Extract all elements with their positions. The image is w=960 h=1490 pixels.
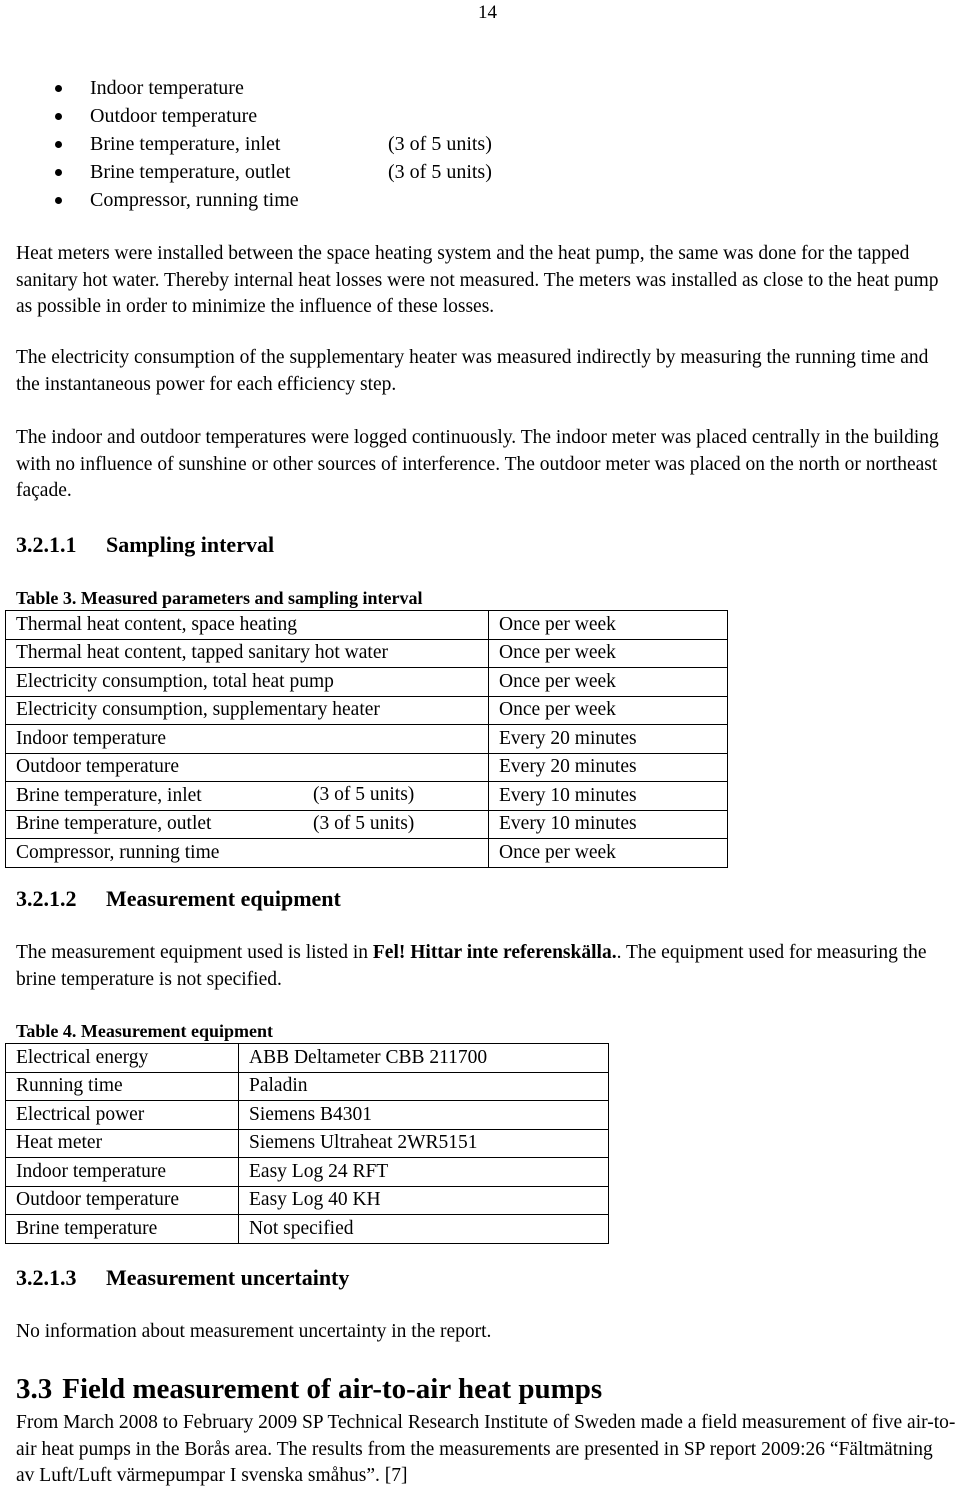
- parameter-cell: [6, 782, 489, 811]
- heat-meters-paragraph: Heat meters were installed between the space heating system and the heat pump, the same was done for the tapped sanitary hot water. Thereby internal heat losses were not measured. The meters was installed as close to the heat pump as possible in order to minimize the influence of these losses.: [16, 243, 939, 317]
- quantity-cell: Indoor temperature: [6, 1158, 239, 1187]
- quantity-cell: Outdoor temperature: [6, 1186, 239, 1215]
- section-heading-equipment: [16, 886, 341, 912]
- table-row: [6, 1215, 609, 1244]
- list-item-label: Indoor temperature: [90, 77, 244, 99]
- equipment-cell: Not specified: [239, 1215, 609, 1244]
- table-row: [6, 696, 728, 725]
- table-row: [6, 1072, 609, 1101]
- table-row: [6, 1158, 609, 1187]
- table-row: [6, 611, 728, 640]
- section-heading-uncertainty: [16, 1265, 349, 1291]
- parameter-name: Brine temperature, inlet: [16, 784, 202, 806]
- equipment-text-after: . The equipment used for measuring the brine temperature is not specified.: [16, 942, 927, 990]
- list-item: [55, 130, 550, 158]
- list-item-label: Compressor, running time: [90, 189, 299, 211]
- uncertainty-paragraph: No information about measurement uncertainty in the report.: [16, 1321, 492, 1342]
- list-item: [55, 102, 550, 130]
- equipment-cell: Easy Log 24 RFT: [239, 1158, 609, 1187]
- section-title: Sampling interval: [106, 532, 275, 557]
- equipment-cell: Paladin: [239, 1072, 609, 1101]
- parameter-units: (3 of 5 units): [313, 812, 415, 834]
- quantity-cell: Brine temperature: [6, 1215, 239, 1244]
- electricity-paragraph: The electricity consumption of the supplementary heater was measured indirectly by measuring the running time and the instantaneous power for each efficiency step.: [16, 347, 929, 395]
- page-number: 14: [478, 2, 497, 23]
- parameter-name: Electricity consumption, supplementary heater: [16, 699, 380, 721]
- equipment-cell: Siemens B4301: [239, 1101, 609, 1130]
- temperatures-paragraph: The indoor and outdoor temperatures were logged continuously. The indoor meter was placed centrally in the building with no influence of sunshine or other sources of interference. The outdoor meter was placed on the north or northeast façade.: [16, 427, 939, 501]
- section-heading-field-measurement: [16, 1373, 602, 1406]
- list-item-units: (3 of 5 units): [388, 161, 492, 183]
- parameter-cell: [6, 753, 489, 782]
- parameter-name: Brine temperature, outlet: [16, 813, 212, 835]
- section-number: 3.2.1.2: [16, 886, 77, 911]
- parameter-name: Electricity consumption, total heat pump: [16, 670, 334, 692]
- table-row: [6, 839, 728, 868]
- table-row: [6, 782, 728, 811]
- parameter-units: (3 of 5 units): [313, 784, 415, 805]
- quantity-cell: Running time: [6, 1072, 239, 1101]
- table-row: [6, 1101, 609, 1130]
- equipment-cell: Easy Log 40 KH: [239, 1186, 609, 1215]
- parameter-cell: [6, 639, 489, 668]
- table4-caption: Table 4. Measurement equipment: [16, 1021, 274, 1041]
- interval-cell: Once per week: [489, 611, 728, 640]
- field-paragraph: From March 2008 to February 2009 SP Technical Research Institute of Sweden made a field measurement of five air-to-air heat pumps in the Borås area. The results from the measurements are presented in SP report 2009:26 “Fältmätning av Luft/Luft värmepumpar I svenska småhus”. [7]: [16, 1412, 956, 1486]
- list-item-label: Brine temperature, outlet: [90, 161, 291, 183]
- section-number: 3.3: [16, 1373, 53, 1405]
- interval-cell: Once per week: [489, 696, 728, 725]
- list-item-label: Outdoor temperature: [90, 105, 258, 127]
- equipment-cell: Siemens Ultraheat 2WR5151: [239, 1129, 609, 1158]
- section-number: 3.2.1.1: [16, 532, 77, 557]
- sampling-interval-table: [5, 610, 728, 868]
- parameter-cell: [6, 668, 489, 697]
- parameter-name: Outdoor temperature: [16, 756, 179, 778]
- parameter-name: Thermal heat content, space heating: [16, 613, 297, 635]
- table-row: [6, 810, 728, 839]
- quantity-cell: Electrical energy: [6, 1044, 239, 1073]
- interval-cell: Every 10 minutes: [489, 782, 728, 811]
- equipment-text-before: The measurement equipment used is listed in: [16, 942, 373, 963]
- interval-cell: Once per week: [489, 839, 728, 868]
- section-number: 3.2.1.3: [16, 1265, 77, 1290]
- list-item-units: (3 of 5 units): [388, 133, 492, 155]
- table-row: [6, 639, 728, 668]
- section-title: Field measurement of air-to-air heat pumps: [62, 1373, 603, 1405]
- table-row: [6, 1044, 609, 1073]
- interval-cell: Once per week: [489, 668, 728, 697]
- parameter-cell: [6, 611, 489, 640]
- table-row: [6, 1186, 609, 1215]
- quantity-cell: Electrical power: [6, 1101, 239, 1130]
- table-row: [6, 753, 728, 782]
- list-item-label: Brine temperature, inlet: [90, 133, 281, 155]
- table-row: [6, 668, 728, 697]
- parameter-cell: [6, 810, 489, 839]
- section-title: Measurement equipment: [106, 886, 341, 911]
- list-item: [55, 74, 550, 102]
- broken-reference: Fel! Hittar inte referenskälla.: [372, 942, 617, 963]
- list-item: [55, 186, 550, 214]
- interval-cell: Once per week: [489, 639, 728, 668]
- interval-cell: Every 10 minutes: [489, 810, 728, 839]
- measured-parameters-list: [55, 74, 550, 214]
- section-heading-sampling: [16, 532, 274, 558]
- parameter-cell: [6, 696, 489, 725]
- list-item: [55, 158, 550, 186]
- equipment-cell: ABB Deltameter CBB 211700: [239, 1044, 609, 1073]
- parameter-cell: [6, 839, 489, 868]
- table-row: [6, 1129, 609, 1158]
- table-row: [6, 725, 728, 754]
- parameter-cell: [6, 725, 489, 754]
- interval-cell: Every 20 minutes: [489, 725, 728, 754]
- measurement-equipment-table: [5, 1043, 609, 1244]
- table3-caption: Table 3. Measured parameters and sampling interval: [16, 588, 423, 608]
- parameter-name: Thermal heat content, tapped sanitary hot water: [16, 642, 388, 664]
- interval-cell: Every 20 minutes: [489, 753, 728, 782]
- quantity-cell: Heat meter: [6, 1129, 239, 1158]
- parameter-name: Indoor temperature: [16, 727, 166, 749]
- parameter-name: Compressor, running time: [16, 841, 220, 863]
- section-title: Measurement uncertainty: [106, 1265, 350, 1290]
- equipment-paragraph: [16, 940, 956, 993]
